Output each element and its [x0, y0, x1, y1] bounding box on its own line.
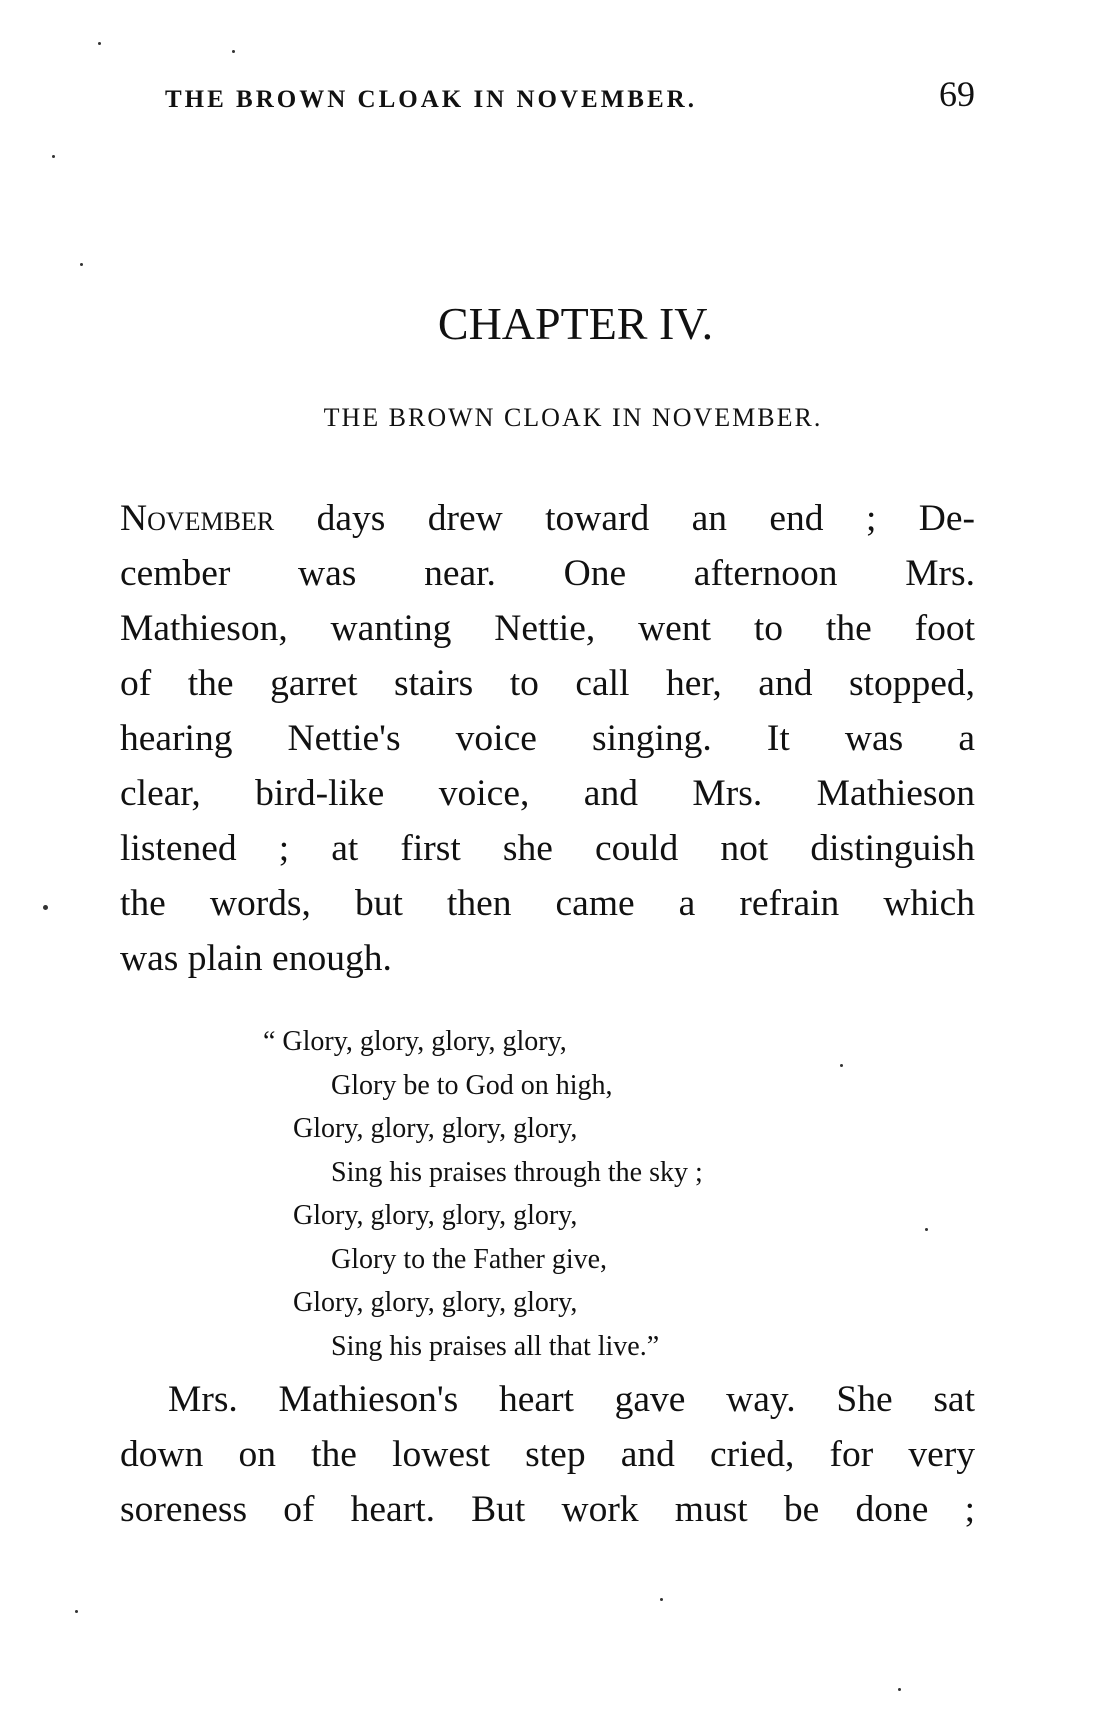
chapter-subtitle: THE BROWN CLOAK IN NOVEMBER.	[323, 403, 823, 432]
paragraph-1	[120, 491, 975, 986]
paragraph-line: of the garret stairs to call her, and stopped,	[120, 663, 975, 704]
scan-speck	[75, 1610, 78, 1613]
poem-line: Glory, glory, glory, glory,	[293, 1200, 578, 1231]
paragraph-line	[120, 491, 975, 546]
scan-speck	[840, 1064, 843, 1067]
poem-line: Glory be to God on high,	[331, 1069, 613, 1101]
scan-speck	[898, 1688, 901, 1691]
paragraph-line: the words, but then came a refrain which	[120, 883, 975, 924]
paragraph-line: Mrs. Mathieson's heart gave way. She sat	[168, 1379, 975, 1420]
poem-stanza	[263, 1020, 883, 1368]
page-number: 69	[939, 74, 975, 114]
scan-speck	[232, 50, 235, 53]
paragraph-line: listened ; at first she could not distinguish	[120, 828, 975, 869]
scan-speck	[660, 1598, 663, 1601]
poem-line: Glory, glory, glory, glory,	[293, 1287, 578, 1318]
scan-speck	[80, 263, 83, 266]
poem-line: “ Glory, glory, glory, glory,	[263, 1026, 567, 1057]
poem-line: Glory, glory, glory, glory,	[293, 1113, 578, 1144]
paragraph-2	[120, 1372, 975, 1537]
scan-speck	[98, 42, 101, 45]
paragraph-line: Mathieson, wanting Nettie, went to the foot	[120, 608, 975, 649]
paragraph-line: cember was near. One afternoon Mrs.	[120, 553, 975, 594]
running-head-title: THE BROWN CLOAK IN NOVEMBER.	[165, 86, 697, 113]
running-head	[165, 74, 975, 120]
poem-line: Sing his praises through the sky ;	[331, 1156, 703, 1188]
poem-line: Sing his praises all that live.”	[331, 1330, 660, 1362]
scan-speck	[52, 155, 55, 158]
paragraph-line: was plain enough.	[120, 938, 392, 979]
paragraph-line: soreness of heart. But work must be done ;	[120, 1489, 975, 1530]
poem-line: Glory to the Father give,	[331, 1243, 608, 1275]
paragraph-line-text: days drew toward an end ; De-	[274, 498, 975, 539]
scan-speck	[43, 905, 48, 910]
paragraph-line: hearing Nettie's voice singing. It was a	[120, 718, 975, 759]
chapter-title: CHAPTER IV.	[437, 298, 714, 349]
opening-word: November	[120, 498, 275, 539]
paragraph-line: clear, bird-like voice, and Mrs. Mathieson	[120, 773, 975, 814]
paragraph-line: down on the lowest step and cried, for very	[120, 1434, 975, 1475]
scan-speck	[925, 1228, 928, 1231]
